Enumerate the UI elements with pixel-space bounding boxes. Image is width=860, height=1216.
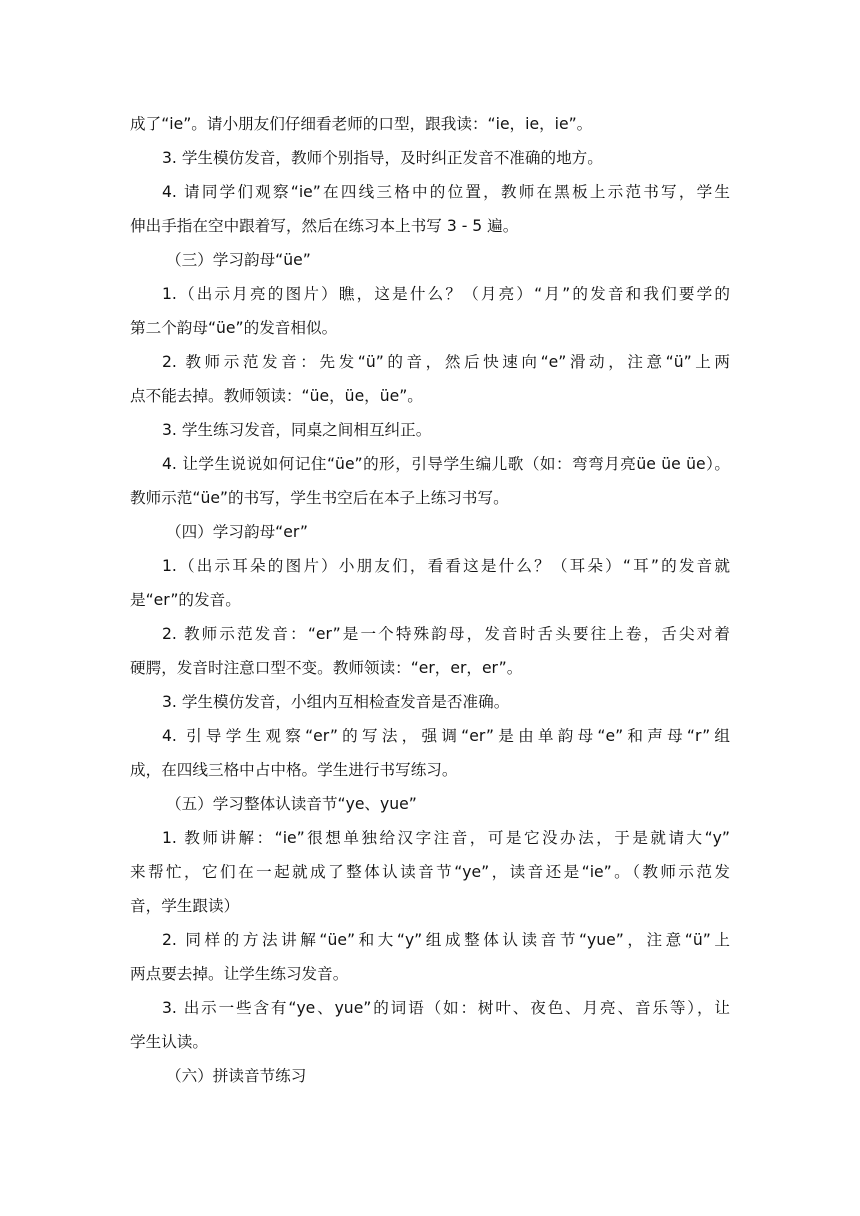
text-line: 4. 请同学们观察“ie”在四线三格中的位置，教师在黑板上示范书写，学生 <box>162 183 730 201</box>
section-heading: （五）学习整体认读音节“ye、yue” <box>166 795 417 813</box>
text-line: 第二个韵母“üe”的发音相似。 <box>130 319 338 337</box>
text-line: 学生认读。 <box>130 1033 208 1051</box>
text-line: 2. 同样的方法讲解“üe”和大“y”组成整体认读音节“yue”，注意“ü”上 <box>162 931 730 949</box>
text-line: 1.（出示耳朵的图片）小朋友们，看看这是什么？（耳朵）“耳”的发音就 <box>162 557 730 575</box>
text-line: 来帮忙，它们在一起就成了整体认读音节“ye”，读音还是“ie”。（教师示范发 <box>130 863 730 881</box>
text-line: 1. 教师讲解：“ie”很想单独给汉字注音，可是它没办法，于是就请大“y” <box>162 829 730 847</box>
text-line: 成，在四线三格中占中格。学生进行书写练习。 <box>130 761 458 779</box>
text-line: 2. 教师示范发音：先发“ü”的音，然后快速向“e”滑动，注意“ü”上两 <box>162 353 730 371</box>
text-line: 4. 引导学生观察“er”的写法，强调“er”是由单韵母“e”和声母“r”组 <box>162 727 730 745</box>
text-line: 伸出手指在空中跟着写，然后在练习本上书写 3 - 5 遍。 <box>130 217 519 235</box>
text-line: 点不能去掉。教师领读：“üe，üe，üe”。 <box>130 387 423 405</box>
text-line: 硬腭，发音时注意口型不变。教师领读：“er，er，er”。 <box>130 659 523 677</box>
text-line: 3. 出示一些含有“ye、yue”的词语（如：树叶、夜色、月亮、音乐等），让 <box>162 999 730 1017</box>
text-line: 1.（出示月亮的图片）瞧，这是什么？（月亮）“月”的发音和我们要学的 <box>162 285 730 303</box>
document-body <box>130 107 730 1093</box>
text-line: 是“er”的发音。 <box>130 591 241 609</box>
text-line: 2. 教师示范发音：“er”是一个特殊韵母，发音时舌头要往上卷，舌尖对着 <box>162 625 730 643</box>
text-line: 两点要去掉。让学生练习发音。 <box>130 965 349 983</box>
text-line: 3. 学生模仿发音，教师个别指导，及时纠正发音不准确的地方。 <box>162 149 603 167</box>
text-line: 教师示范“üe”的书写，学生书空后在本子上练习书写。 <box>130 489 509 507</box>
section-heading: （六）拼读音节练习 <box>166 1067 307 1085</box>
section-heading: （三）学习韵母“üe” <box>166 251 311 269</box>
text-line: 4. 让学生说说如何记住“üe”的形，引导学生编儿歌（如：弯弯月亮üe üe üe）。 <box>162 455 730 473</box>
text-line: 3. 学生练习发音，同桌之间相互纠正。 <box>162 421 432 439</box>
text-line: 成了“ie”。请小朋友们仔细看老师的口型，跟我读：“ie，ie，ie”。 <box>130 115 593 133</box>
text-line: 3. 学生模仿发音，小组内互相检查发音是否准确。 <box>162 693 510 711</box>
section-heading: （四）学习韵母“er” <box>166 523 308 541</box>
text-line: 音，学生跟读） <box>130 897 240 915</box>
